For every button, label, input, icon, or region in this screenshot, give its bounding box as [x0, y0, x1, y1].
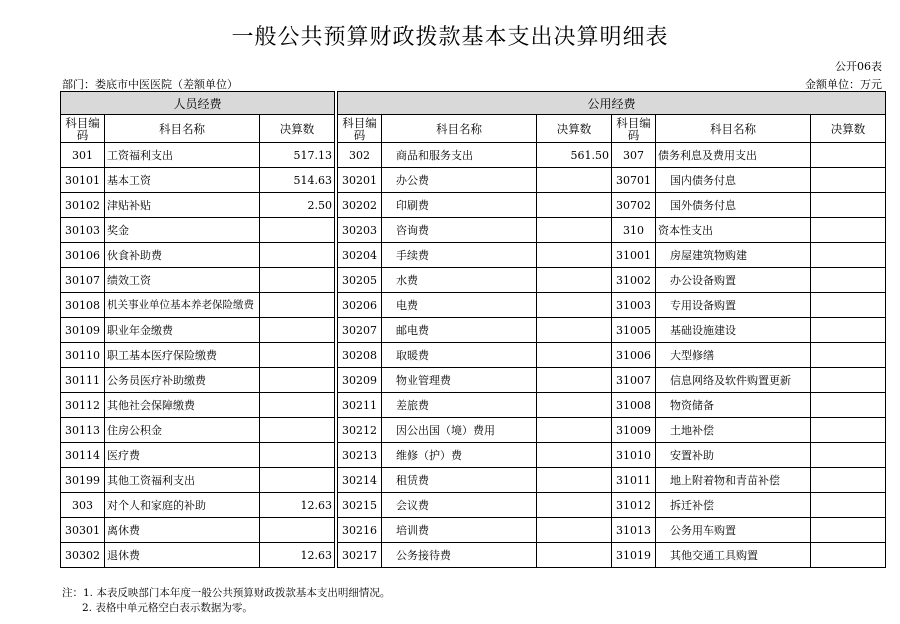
cell-name: 手续费 [382, 243, 537, 268]
cell-amount [537, 518, 612, 543]
header-code: 科目编码 [338, 115, 382, 143]
cell-name: 取暖费 [382, 343, 537, 368]
cell-name: 住房公积金 [105, 418, 260, 443]
cell-code: 30209 [338, 368, 382, 393]
cell-name: 退休费 [105, 543, 260, 568]
table-row [61, 243, 886, 268]
notes [62, 586, 390, 616]
cell-name: 津贴补贴 [105, 193, 260, 218]
cell-amount [537, 543, 612, 568]
table-row [61, 318, 886, 343]
cell-name: 机关事业单位基本养老保险缴费 [105, 293, 260, 318]
cell-code: 30204 [338, 243, 382, 268]
cell-code: 31009 [612, 418, 656, 443]
cell-name: 因公出国（境）费用 [382, 418, 537, 443]
cell-name: 办公费 [382, 168, 537, 193]
header-code: 科目编码 [612, 115, 656, 143]
cell-amount [260, 343, 335, 368]
cell-code: 30215 [338, 493, 382, 518]
table-row [61, 468, 886, 493]
cell-code: 30206 [338, 293, 382, 318]
cell-name: 其他社会保障缴费 [105, 393, 260, 418]
cell-code: 31010 [612, 443, 656, 468]
cell-name: 会议费 [382, 493, 537, 518]
cell-code: 307 [612, 143, 656, 168]
cell-code: 31013 [612, 518, 656, 543]
cell-amount [537, 193, 612, 218]
cell-amount [260, 243, 335, 268]
cell-amount [260, 293, 335, 318]
cell-name: 医疗费 [105, 443, 260, 468]
cell-name: 差旅费 [382, 393, 537, 418]
cell-code: 30107 [61, 268, 105, 293]
cell-amount [811, 143, 886, 168]
cell-code: 30214 [338, 468, 382, 493]
cell-name: 基本工资 [105, 168, 260, 193]
cell-code: 30701 [612, 168, 656, 193]
cell-amount [811, 268, 886, 293]
table-row [61, 343, 886, 368]
cell-amount [811, 418, 886, 443]
cell-name: 国外债务付息 [656, 193, 811, 218]
cell-code: 30202 [338, 193, 382, 218]
cell-code: 30702 [612, 193, 656, 218]
cell-name: 专用设备购置 [656, 293, 811, 318]
cell-name: 培训费 [382, 518, 537, 543]
cell-code: 30111 [61, 368, 105, 393]
cell-name: 水费 [382, 268, 537, 293]
cell-amount [260, 268, 335, 293]
cell-amount [811, 493, 886, 518]
cell-code: 30217 [338, 543, 382, 568]
table-row [61, 393, 886, 418]
cell-amount [811, 393, 886, 418]
cell-amount: 2.50 [260, 193, 335, 218]
cell-name: 大型修缮 [656, 343, 811, 368]
cell-name: 离休费 [105, 518, 260, 543]
cell-amount [811, 443, 886, 468]
cell-amount [537, 418, 612, 443]
cell-amount [811, 168, 886, 193]
cell-amount [537, 168, 612, 193]
cell-name: 电费 [382, 293, 537, 318]
cell-name: 对个人和家庭的补助 [105, 493, 260, 518]
cell-code: 30203 [338, 218, 382, 243]
cell-name: 工资福利支出 [105, 143, 260, 168]
cell-amount [260, 443, 335, 468]
cell-code: 30302 [61, 543, 105, 568]
cell-amount [811, 193, 886, 218]
cell-code: 310 [612, 218, 656, 243]
cell-code: 31011 [612, 468, 656, 493]
cell-code: 30205 [338, 268, 382, 293]
cell-code: 30114 [61, 443, 105, 468]
cell-name: 土地补偿 [656, 418, 811, 443]
cell-code: 30301 [61, 518, 105, 543]
cell-name: 其他工资福利支出 [105, 468, 260, 493]
cell-name: 商品和服务支出 [382, 143, 537, 168]
cell-name: 办公设备购置 [656, 268, 811, 293]
table-row [61, 543, 886, 568]
cell-amount [537, 443, 612, 468]
cell-amount [537, 293, 612, 318]
cell-name: 物资储备 [656, 393, 811, 418]
header-amount: 决算数 [537, 115, 612, 143]
cell-code: 303 [61, 493, 105, 518]
cell-code: 31005 [612, 318, 656, 343]
cell-code: 31007 [612, 368, 656, 393]
cell-amount: 12.63 [260, 493, 335, 518]
cell-name: 物业管理费 [382, 368, 537, 393]
cell-code: 302 [338, 143, 382, 168]
note-line: 2. 表格中单元格空白表示数据为零。 [82, 602, 253, 614]
cell-amount [811, 543, 886, 568]
header-amount: 决算数 [811, 115, 886, 143]
table-row [61, 443, 886, 468]
cell-amount [537, 468, 612, 493]
cell-amount [811, 218, 886, 243]
cell-amount [537, 343, 612, 368]
cell-code: 30109 [61, 318, 105, 343]
table-row [61, 418, 886, 443]
cell-code: 31012 [612, 493, 656, 518]
cell-name: 安置补助 [656, 443, 811, 468]
cell-amount [537, 393, 612, 418]
cell-amount [811, 318, 886, 343]
cell-amount [537, 493, 612, 518]
table-row [61, 293, 886, 318]
header-name: 科目名称 [105, 115, 260, 143]
cell-amount [537, 218, 612, 243]
cell-amount [537, 243, 612, 268]
amount-unit-label: 金额单位：万元 [805, 78, 882, 91]
cell-name: 印刷费 [382, 193, 537, 218]
section-public: 公用经费 [338, 92, 886, 115]
cell-name: 公务接待费 [382, 543, 537, 568]
cell-amount [260, 468, 335, 493]
cell-code: 31001 [612, 243, 656, 268]
cell-code: 30102 [61, 193, 105, 218]
cell-amount [537, 318, 612, 343]
cell-code: 30201 [338, 168, 382, 193]
cell-name: 地上附着物和青苗补偿 [656, 468, 811, 493]
cell-name: 公务用车购置 [656, 518, 811, 543]
cell-code: 30113 [61, 418, 105, 443]
cell-code: 31008 [612, 393, 656, 418]
table-row [61, 168, 886, 193]
cell-amount [811, 368, 886, 393]
cell-name: 伙食补助费 [105, 243, 260, 268]
cell-amount: 561.50 [537, 143, 612, 168]
cell-name: 信息网络及软件购置更新 [656, 368, 811, 393]
cell-code: 30216 [338, 518, 382, 543]
table-row [61, 143, 886, 168]
department-label: 部门：娄底市中医医院（差额单位） [62, 78, 238, 91]
cell-amount: 12.63 [260, 543, 335, 568]
cell-code: 30208 [338, 343, 382, 368]
cell-code: 30103 [61, 218, 105, 243]
cell-name: 咨询费 [382, 218, 537, 243]
cell-amount [537, 368, 612, 393]
cell-amount [811, 518, 886, 543]
cell-amount [260, 518, 335, 543]
cell-code: 31003 [612, 293, 656, 318]
cell-name: 房屋建筑物购建 [656, 243, 811, 268]
note-line: 注：1. 本表反映部门本年度一般公共预算财政拨款基本支出明细情况。 [62, 587, 391, 599]
cell-code: 30101 [61, 168, 105, 193]
cell-name: 国内债务付息 [656, 168, 811, 193]
table-row [61, 518, 886, 543]
form-number: 公开06表 [835, 60, 882, 73]
cell-amount [260, 218, 335, 243]
cell-code: 31019 [612, 543, 656, 568]
cell-name: 基础设施建设 [656, 318, 811, 343]
cell-code: 30213 [338, 443, 382, 468]
cell-amount: 517.13 [260, 143, 335, 168]
cell-code: 30110 [61, 343, 105, 368]
page-title: 一般公共预算财政拨款基本支出决算明细表 [231, 25, 669, 50]
cell-amount [811, 293, 886, 318]
cell-code: 301 [61, 143, 105, 168]
cell-name: 拆迁补偿 [656, 493, 811, 518]
cell-code: 31002 [612, 268, 656, 293]
cell-name: 债务利息及费用支出 [656, 143, 811, 168]
header-code: 科目编码 [61, 115, 105, 143]
cell-amount [260, 418, 335, 443]
cell-code: 31006 [612, 343, 656, 368]
header-name: 科目名称 [382, 115, 537, 143]
cell-code: 30199 [61, 468, 105, 493]
header-name: 科目名称 [656, 115, 811, 143]
table-row [61, 193, 886, 218]
cell-code: 30106 [61, 243, 105, 268]
cell-name: 其他交通工具购置 [656, 543, 811, 568]
cell-amount [260, 393, 335, 418]
cell-name: 公务员医疗补助缴费 [105, 368, 260, 393]
table-row [61, 218, 886, 243]
cell-amount [811, 243, 886, 268]
table-row [61, 368, 886, 393]
cell-code: 30211 [338, 393, 382, 418]
section-personnel: 人员经费 [61, 92, 335, 115]
cell-name: 奖金 [105, 218, 260, 243]
cell-name: 职业年金缴费 [105, 318, 260, 343]
cell-amount: 514.63 [260, 168, 335, 193]
cell-name: 租赁费 [382, 468, 537, 493]
cell-amount [811, 468, 886, 493]
cell-amount [260, 368, 335, 393]
cell-code: 30207 [338, 318, 382, 343]
header-row [61, 115, 886, 143]
cell-name: 维修（护）费 [382, 443, 537, 468]
cell-code: 30212 [338, 418, 382, 443]
cell-code: 30112 [61, 393, 105, 418]
cell-name: 资本性支出 [656, 218, 811, 243]
table-row [61, 268, 886, 293]
table-row [61, 493, 886, 518]
cell-amount [260, 318, 335, 343]
cell-name: 职工基本医疗保险缴费 [105, 343, 260, 368]
cell-amount [537, 268, 612, 293]
cell-code: 30108 [61, 293, 105, 318]
cell-name: 邮电费 [382, 318, 537, 343]
header-amount: 决算数 [260, 115, 335, 143]
cell-amount [811, 343, 886, 368]
cell-name: 绩效工资 [105, 268, 260, 293]
expenditure-table [60, 91, 886, 568]
